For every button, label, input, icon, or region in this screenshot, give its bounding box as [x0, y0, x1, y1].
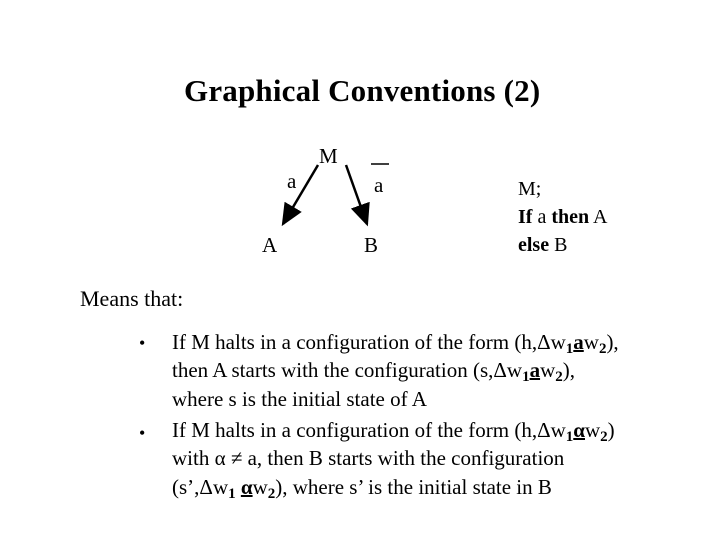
bullet-1-line-3: where s is the initial state of A — [172, 387, 427, 411]
bullet-1-line-2: then A starts with the configuration (s,Δw1aw2), — [172, 358, 575, 385]
bullet-2-line-2: with α ≠ a, then B starts with the configuration — [172, 446, 565, 470]
node-M: M — [319, 144, 338, 168]
bullet-2-line-3: (s’,Δw1 αw2), where s’ is the initial state in B — [172, 475, 552, 502]
result-text — [518, 175, 608, 259]
bullet-1-marker: • — [139, 333, 146, 353]
node-A: A — [262, 233, 278, 257]
result-line-3 — [518, 231, 608, 259]
means-label: Means that: — [80, 286, 184, 311]
result-line-2 — [518, 203, 608, 231]
kw-else: else — [518, 234, 550, 256]
cond: a — [537, 206, 547, 228]
edge-label-right: a — [374, 173, 384, 197]
node-B: B — [364, 233, 379, 257]
then-target: A — [593, 206, 608, 228]
kw-if: If — [518, 206, 533, 228]
kw-then: then — [551, 206, 590, 228]
bullet-2-marker: • — [139, 423, 146, 443]
edge-label-left: a — [287, 169, 297, 193]
page-title: Graphical Conventions (2) — [184, 73, 541, 108]
bullet-1-line-1: If M halts in a configuration of the form (h,Δw1aw2), — [172, 330, 619, 357]
bullet-2-line-1: If M halts in a configuration of the form (h,Δw1αw2) — [172, 418, 615, 445]
right-arrow — [346, 165, 367, 224]
result-line-1: M; — [518, 178, 542, 200]
else-target: B — [554, 234, 568, 256]
